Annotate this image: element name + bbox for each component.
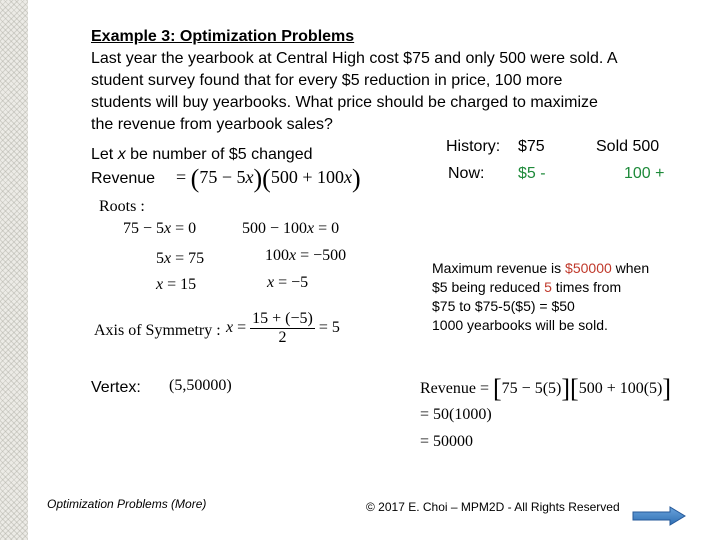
root-eq-1c: x = 15 xyxy=(156,276,197,293)
conclusion-block xyxy=(432,259,649,335)
conclusion-line-3: $75 to $75-5($5) = $50 xyxy=(432,298,575,314)
slide-title: Example 3: Optimization Problems xyxy=(91,28,355,45)
root-eq-2b: 100x = −500 xyxy=(265,247,347,264)
now-price xyxy=(518,165,546,183)
now-label: Now: xyxy=(448,165,485,182)
root-eq-2c: x = −5 xyxy=(267,274,309,291)
let-statement xyxy=(91,146,313,164)
let-variable: x xyxy=(117,146,126,163)
problem-line-2: student survey found that for every $5 reduction in price, 100 more xyxy=(91,72,563,89)
footer-copyright: © 2017 E. Choi – MPM2D - All Rights Reserved xyxy=(366,500,620,514)
let-suffix: be number of $5 changed xyxy=(125,146,313,163)
root-eq-1a: 75 − 5x = 0 xyxy=(123,220,197,237)
problem-line-3: students will buy yearbooks. What price should be charged to maximize xyxy=(91,94,598,111)
axis-label: Axis of Symmetry : xyxy=(94,322,221,339)
right-arrow-icon[interactable] xyxy=(632,506,686,526)
roots-label: Roots : xyxy=(99,198,145,215)
root-eq-1b: 5x = 75 xyxy=(156,250,205,267)
now-count-text: 100 + xyxy=(624,165,665,182)
conclusion-line-2: $5 being reduced 5 times from xyxy=(432,279,622,295)
history-sold: Sold 500 xyxy=(596,138,660,155)
footer-topic: Optimization Problems (More) xyxy=(47,497,207,511)
history-label: History: xyxy=(446,138,501,155)
problem-line-1: Last year the yearbook at Central High cost $75 and only 500 were sold. A xyxy=(91,50,618,67)
axis-equation: x = $\frac{15 + (-5)}{2}$ = 5 xyxy=(226,310,340,346)
problem-line-4: the revenue from yearbook sales? xyxy=(91,116,333,133)
let-prefix: Let xyxy=(91,146,118,163)
revenue-equation: = (75 − 5x)(500 + 100x) xyxy=(176,164,361,193)
revenue-eval-1: Revenue = [75 − 5(5)][500 + 100(5)] xyxy=(420,374,672,403)
revenue-eval-2: = 50(1000) xyxy=(420,406,492,423)
root-eq-2a: 500 − 100x = 0 xyxy=(242,220,340,237)
now-price-text: $5 - xyxy=(518,165,546,182)
vertex-value: (5,50000) xyxy=(169,377,232,394)
revenue-eval-3: = 50000 xyxy=(420,433,474,450)
vertex-label: Vertex: xyxy=(91,379,141,396)
conclusion-line-4: 1000 yearbooks will be sold. xyxy=(432,317,608,333)
now-count xyxy=(624,165,664,183)
revenue-label: Revenue xyxy=(91,170,156,187)
conclusion-line-1: Maximum revenue is $50000 when xyxy=(432,260,650,276)
decorative-side-band xyxy=(0,0,28,540)
history-price: $75 xyxy=(518,138,545,155)
